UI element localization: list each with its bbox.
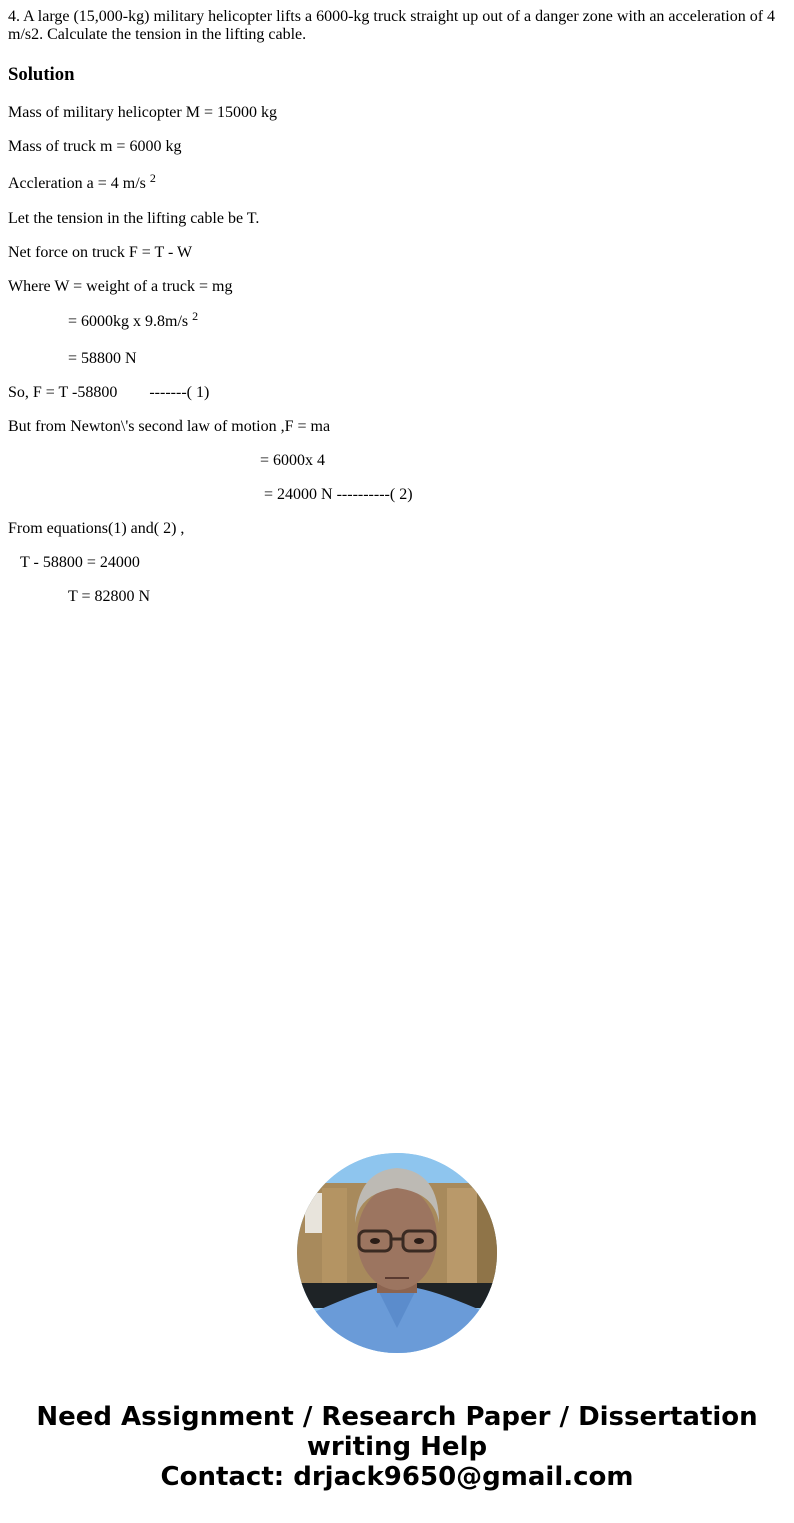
weight-definition: Where W = weight of a truck = mg: [8, 278, 233, 295]
combine-equations: From equations(1) and( 2) ,: [8, 520, 185, 537]
document-content: [8, 8, 786, 605]
footer-contact-email: Contact: drjack9650@gmail.com: [160, 1462, 634, 1492]
given-truck-mass: Mass of truck m = 6000 kg: [8, 138, 182, 155]
acceleration-text: Accleration a = 4 m/s: [8, 175, 150, 192]
equation-2: = 24000 N ----------( 2): [264, 486, 413, 503]
weight-calculation: [68, 309, 199, 331]
solution-heading: Solution: [8, 64, 75, 85]
tension-definition: Let the tension in the lifting cable be T.: [8, 210, 260, 227]
tension-result: T = 82800 N: [68, 588, 151, 605]
newton-second-law: But from Newton\'s second law of motion ,F = ma: [8, 418, 331, 435]
contact-footer: [0, 1402, 794, 1492]
weight-calc-text: = 6000kg x 9.8m/s: [68, 313, 193, 330]
footer-line-1: Need Assignment / Research Paper / Dissertation: [36, 1402, 758, 1432]
footer-line-2: writing Help: [306, 1432, 488, 1462]
given-helicopter-mass: Mass of military helicopter M = 15000 kg: [8, 104, 277, 121]
weight-result: = 58800 N: [68, 350, 137, 367]
exponent: 2: [149, 171, 156, 185]
avatar: [297, 1153, 497, 1353]
force-substitution: = 6000x 4: [260, 452, 326, 469]
net-force-equation: Net force on truck F = T - W: [8, 244, 193, 261]
equation-1: So, F = T -58800 -------( 1): [8, 384, 210, 401]
author-photo-icon: [297, 1153, 497, 1353]
tension-equation: T - 58800 = 24000: [20, 554, 140, 571]
given-acceleration: [8, 171, 156, 193]
question-text: 4. A large (15,000-kg) military helicopter lifts a 6000-kg truck straight up out of a danger zone with an acceleration of 4 m/s2. Calculate the tension in the lifting cable.: [8, 8, 776, 43]
exponent: 2: [192, 309, 199, 323]
